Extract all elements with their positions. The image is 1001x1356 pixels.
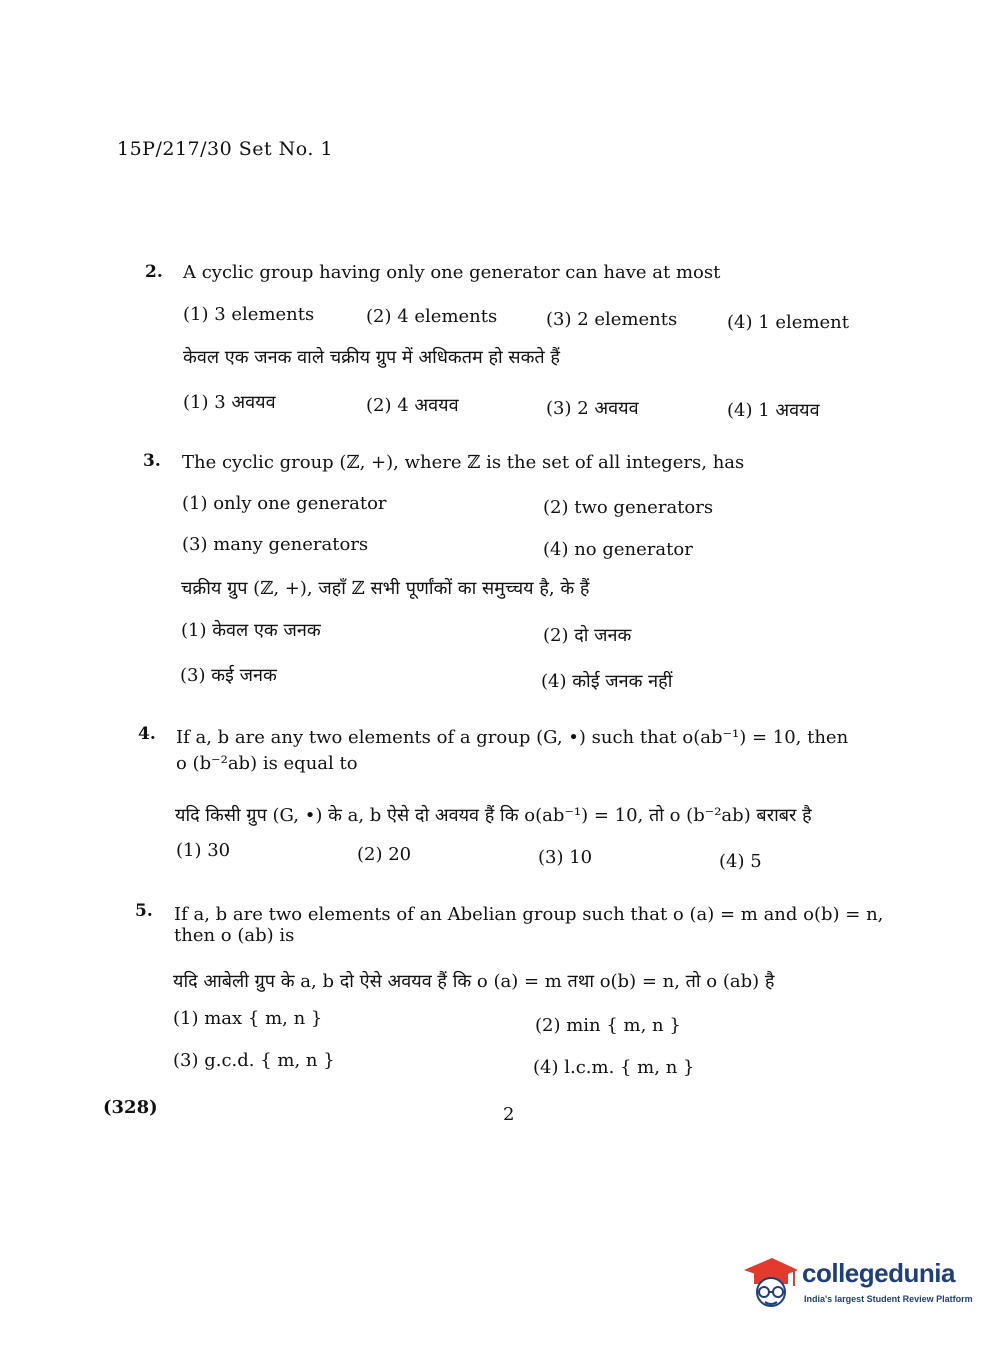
question-text-en: The cyclic group (ℤ, +), where ℤ is the set of all integers, has [182, 452, 745, 473]
option-4-hi: (4) 1 अवयव [727, 400, 820, 421]
option-2-hi: (2) 4 अवयव [366, 395, 459, 416]
option-1-en: (1) only one generator [182, 493, 387, 514]
question-text-en-line1: If a, b are two elements of an Abelian group such that o (a) = m and o(b) = n, [174, 904, 884, 925]
option-3-hi: (3) कई जनक [180, 665, 277, 686]
option-3-en: (3) many generators [182, 534, 369, 555]
option-3-hi: (3) 2 अवयव [546, 398, 639, 419]
option-4-en: (4) 1 element [727, 312, 850, 333]
question-number: 3. [143, 451, 161, 471]
option-4-hi: (4) कोई जनक नहीं [541, 671, 673, 692]
student-mascot-icon [742, 1252, 800, 1312]
question-text-hi: यदि किसी ग्रुप (G, •) के a, b ऐसे दो अवयव हैं कि o(ab⁻¹) = 10, तो o (b⁻²ab) बराबर है [175, 805, 812, 826]
collegedunia-logo [742, 1252, 972, 1312]
option-3-en: (3) 2 elements [546, 309, 678, 330]
option-1-en: (1) 3 elements [183, 304, 315, 325]
option-3: (3) g.c.d. { m, n } [173, 1050, 335, 1071]
option-1-hi: (1) केवल एक जनक [181, 620, 321, 641]
question-text-en-line1: If a, b are any two elements of a group (G, •) such that o(ab⁻¹) = 10, then [176, 727, 849, 748]
option-1: (1) 30 [176, 840, 231, 861]
question-text-hi: चक्रीय ग्रुप (ℤ, +), जहाँ ℤ सभी पूर्णांकों का समुच्चय है, के हैं [181, 578, 590, 599]
option-3: (3) 10 [538, 847, 593, 868]
option-2-en: (2) two generators [543, 497, 714, 518]
logo-wordmark: collegedunia [802, 1258, 955, 1288]
option-1: (1) max { m, n } [173, 1008, 323, 1029]
question-number: 2. [145, 262, 163, 282]
logo-tagline: India's largest Student Review Platform [804, 1294, 973, 1304]
option-1-hi: (1) 3 अवयव [183, 392, 276, 413]
question-text-en-line2: then o (ab) is [174, 925, 295, 946]
option-2: (2) min { m, n } [535, 1015, 681, 1036]
question-text-en: A cyclic group having only one generator can have at most [183, 262, 721, 283]
option-4: (4) 5 [719, 851, 762, 872]
option-2: (2) 20 [357, 844, 412, 865]
question-text-en-line2: o (b⁻²ab) is equal to [176, 753, 358, 774]
footer-code: (328) [103, 1097, 158, 1118]
option-4: (4) l.c.m. { m, n } [533, 1057, 695, 1078]
option-2-hi: (2) दो जनक [543, 625, 632, 646]
option-2-en: (2) 4 elements [366, 306, 498, 327]
option-4-en: (4) no generator [543, 539, 693, 560]
question-text-hi: केवल एक जनक वाले चक्रीय ग्रुप में अधिकतम हो सकते हैं [183, 347, 560, 368]
question-number: 5. [135, 901, 153, 921]
paper-code: 15P/217/30 Set No. 1 [117, 138, 334, 160]
question-text-hi: यदि आबेली ग्रुप के a, b दो ऐसे अवयव हैं कि o (a) = m तथा o(b) = n, तो o (ab) है [173, 971, 775, 992]
page-number: 2 [503, 1104, 515, 1125]
question-number: 4. [138, 724, 156, 744]
